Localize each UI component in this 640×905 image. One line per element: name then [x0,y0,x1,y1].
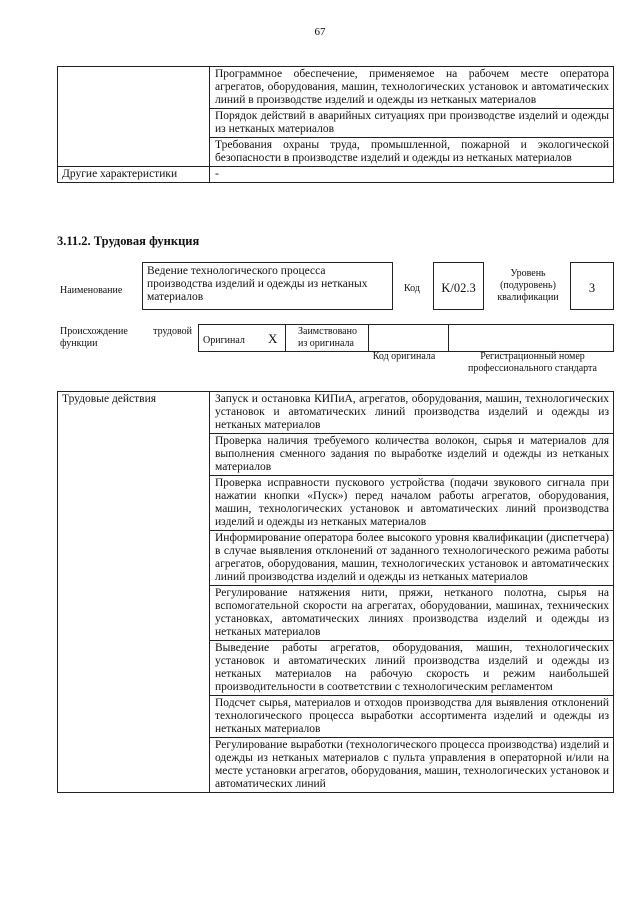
origin-label-word: трудовой [153,326,192,337]
page-number: 67 [314,26,326,38]
knowledge-label-cell [58,67,210,167]
other-characteristics-label: Другие характеристики [58,167,210,183]
knowledge-item: Порядок действий в аварийных ситуациях при производстве изделий и одежды из нетканых материалов [210,109,614,138]
action-item: Информирование оператора более высокого уровня квалификации (диспетчера) в случае выявления отклонений от заданного технологического режима работы агрегатов, оборудования, машин, технологических установок и автоматических линий производства изделий и одежды из нетканых материалов [210,531,614,586]
origin-label-word: Происхождение [60,326,128,337]
knowledge-table [57,66,614,183]
knowledge-item: Требования охраны труда, промышленной, пожарной и экологической безопасности в производстве изделий и одежды из нетканых материалов [210,138,614,167]
name-label: Наименование [60,285,123,296]
knowledge-item: Программное обеспечение, применяемое на рабочем месте оператора агрегатов, оборудования, машин, технологических установок и автоматических линий в производстве изделий и одежды из нетканых материалов [210,67,614,109]
registration-number-label: Регистрационный номер профессионального стандарта [468,351,597,374]
code-label: Код [404,283,420,294]
actions-label: Трудовые действия [58,392,210,793]
code-original-label: Код оригинала [372,351,436,362]
action-item: Выведение работы агрегатов, оборудования, машин, технологических установок и автоматических линий производства изделий и одежды из нетканых материалов на рабочую скорость и режим наибольшей производительности в соответствии с технологическим регламентом [210,641,614,696]
action-item: Регулирование натяжения нити, пряжи, нетканого полотна, сырья на вспомогательной скорости на агрегатах, оборудовании, машинах, технических установках, автоматических линиях производства изделий и одежды из нетканых материалов [210,586,614,641]
actions-table [57,391,614,793]
level-label: Уровень (подуровень) квалификации [497,268,559,303]
origin-label [60,326,192,350]
action-item: Регулирование выработки (технологического процесса производства) изделий и одежды из нетканых материалов с пульта управления в операторной и/или на месте установки агрегатов, оборудования, машин, технологических установок и автоматических линий [210,738,614,793]
origin-label-word: функции [60,338,98,349]
origin-code-cell [368,325,449,351]
level-value: 3 [570,262,614,310]
other-characteristics-value: - [210,167,614,183]
section-title: 3.11.2. Трудовая функция [57,234,200,248]
original-mark: X [268,331,278,346]
function-code-value: K/02.3 [433,262,484,310]
action-item: Запуск и остановка КИПиА, агрегатов, оборудования, машин, технологических установок и автоматических линий производства изделий и одежды из нетканых материалов [210,392,614,434]
origin-box [198,324,614,352]
action-item: Подсчет сырья, материалов и отходов производства для выявления отклонений технологического процесса выработки ассортимента изделий и одежды из нетканых материалов [210,696,614,738]
action-item: Проверка исправности пускового устройства (подачи звукового сигнала при нажатии кнопки «Пуск») перед началом работы агрегатов, оборудования, машин, технологических установок и автоматических линий производства изделий и одежды из нетканых материалов [210,476,614,531]
action-item: Проверка наличия требуемого количества волокон, сырья и материалов для выполнения сменного задания по выработке изделий и одежды из нетканых материалов [210,434,614,476]
borrowed-label: Заимствовано из оригинала [298,326,357,349]
function-name-value: Ведение технологического процесса производства изделий и одежды из нетканых материалов [142,262,393,310]
original-label: Оригинал [203,335,245,346]
